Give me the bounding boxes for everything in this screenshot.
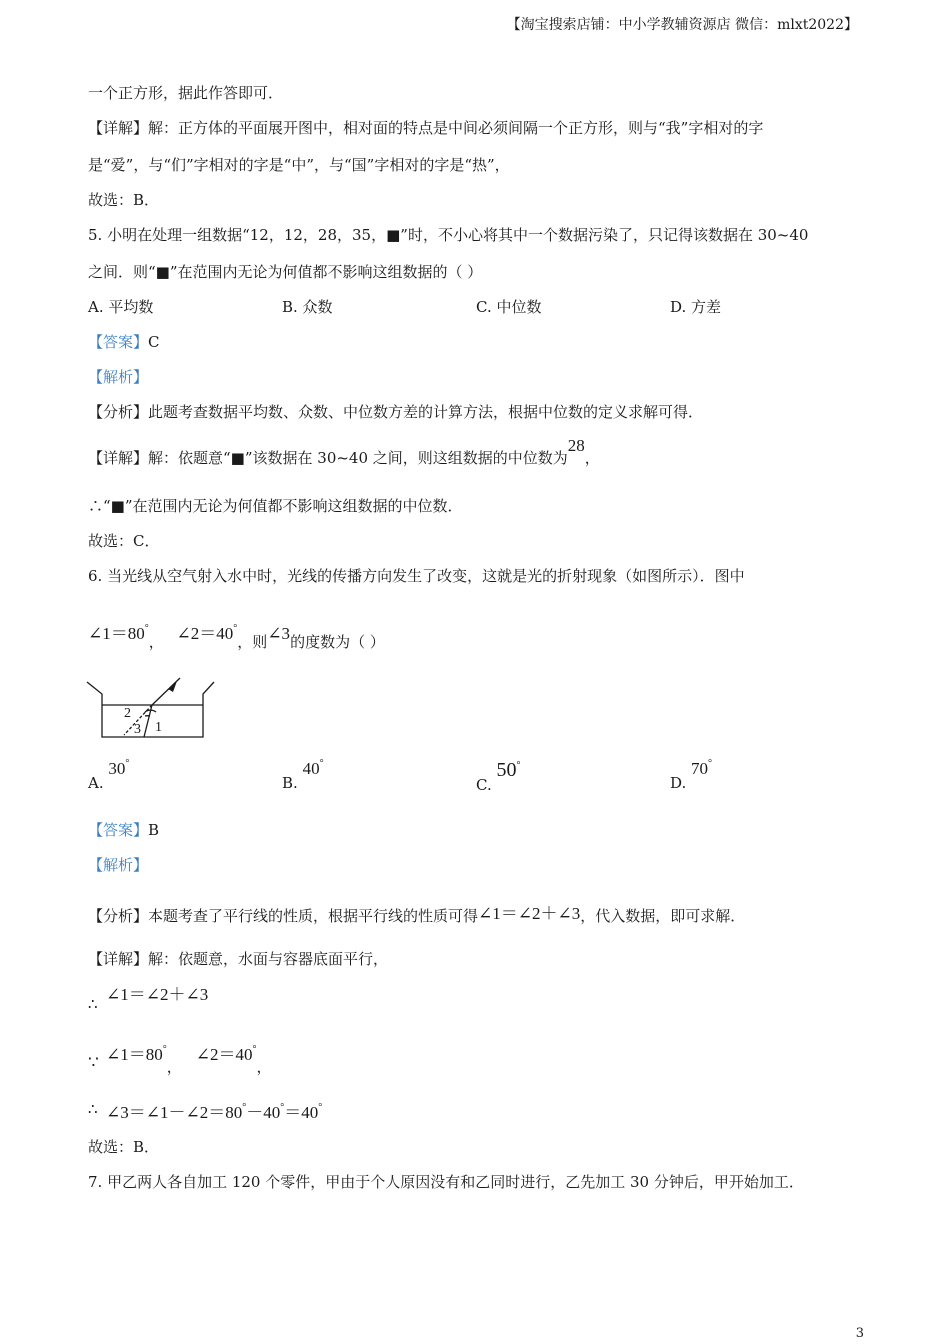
angle-2-given: ∠2＝40° [176,623,238,643]
label-3: 3 [134,722,141,737]
option-c: C. 50° [476,759,521,794]
then-word: ，则 [237,633,268,651]
answer-line [88,819,159,840]
option-c: C. 中位数 [476,298,542,316]
option-b: B. 40° [282,758,324,792]
option-a: A. 平均数 [88,298,154,316]
median-value: 28 [567,436,585,455]
choice-line: 故选：C． [88,532,160,550]
analysis-text: 【分析】此题考查数据平均数、众数、中位数方差的计算方法，根据中位数的定义求解可得． [88,403,704,421]
page-header: 【淘宝搜索店铺：中小学教辅资源店 微信：mlxt2022】 [506,17,858,33]
detail-prefix: 【详解】解：依题意“■”该数据在 30~40 之间，则这组数据的中位数为 [88,449,568,467]
incident-ray [152,678,180,705]
question-5-stem: 5. 小明在处理一组数据“12，12，28，35，■”时，不小心将其中一个数据污染了，只记得该数据在 30~40 [88,226,809,244]
option-d: D. 70° [670,758,713,792]
detail-text [88,436,600,468]
angle-1-given: ∠1＝80° [88,623,149,643]
analysis-tag: 【解析】 [88,368,149,386]
question-6-stem: 6. 当光线从空气射入水中时，光线的传播方向发生了改变，这就是光的折射现象（如图所示）．图中 [88,567,745,585]
step-1-formula: ∠1＝∠2＋∠3 [106,985,209,1004]
choice-line: 故选：B． [88,191,160,209]
therefore-symbol: ∴ [88,1100,98,1118]
page-number: 3 [855,1326,864,1341]
refraction-figure [84,676,218,742]
option-a: A. 30° [88,758,130,792]
therefore-symbol: ∴ [88,995,98,1013]
label-1: 1 [155,720,162,735]
separator: ， [148,633,164,651]
paragraph: 【详解】解：正方体的平面展开图中，相对面的特点是中间必须间隔一个正方形，则与“我”字相对的字 [88,119,764,137]
detail-text: 【详解】解：依题意，水面与容器底面平行， [88,950,389,968]
option-d: D. 方差 [670,298,722,316]
answer-tag: 【答案】 [88,333,149,351]
stem-end: 的度数为（ ） [290,633,385,651]
question-6-angles [88,623,385,652]
paragraph: 是“爱”，与“们”字相对的字是“中”，与“国”字相对的字是“热”， [88,156,510,174]
paragraph: 一个正方形，据此作答即可． [88,84,284,102]
answer-tag: 【答案】 [88,821,149,839]
formula: ∠1＝∠2＋∠3 [478,904,581,923]
therefore-line: ∴“■”在范围内无论为何值都不影响这组数据的中位数． [88,497,463,515]
answer-line [88,331,160,352]
choice-line: 故选：B． [88,1138,160,1156]
question-5-stem: 之间．则“■”在范围内无论为何值都不影响这组数据的（ ） [88,263,483,281]
angle-3-symbol: ∠3 [267,624,291,643]
label-2: 2 [124,706,131,721]
because-symbol: ∵ [88,1053,99,1073]
step-3-formula: ∠3＝∠1－∠2＝80°－40°＝40° [106,1102,323,1122]
detail-end: ， [584,449,600,467]
option-b: B. 众数 [282,298,333,316]
arrow-head [168,681,177,692]
analysis-text: 【分析】本题考查了平行线的性质，根据平行线的性质可得∠1＝∠2＋∠3，代入数据，即可求解． [88,904,746,925]
answer-value: C [148,333,160,351]
analysis-tag: 【解析】 [88,856,149,874]
answer-value: B [148,821,160,839]
step-2-formula: ∠1＝80°，∠2＝40°， [106,1044,272,1076]
question-7-stem: 7. 甲乙两人各自加工 120 个零件，甲由于个人原因没有和乙同时进行，乙先加工 30 分钟后，甲开始加工． [88,1173,804,1191]
